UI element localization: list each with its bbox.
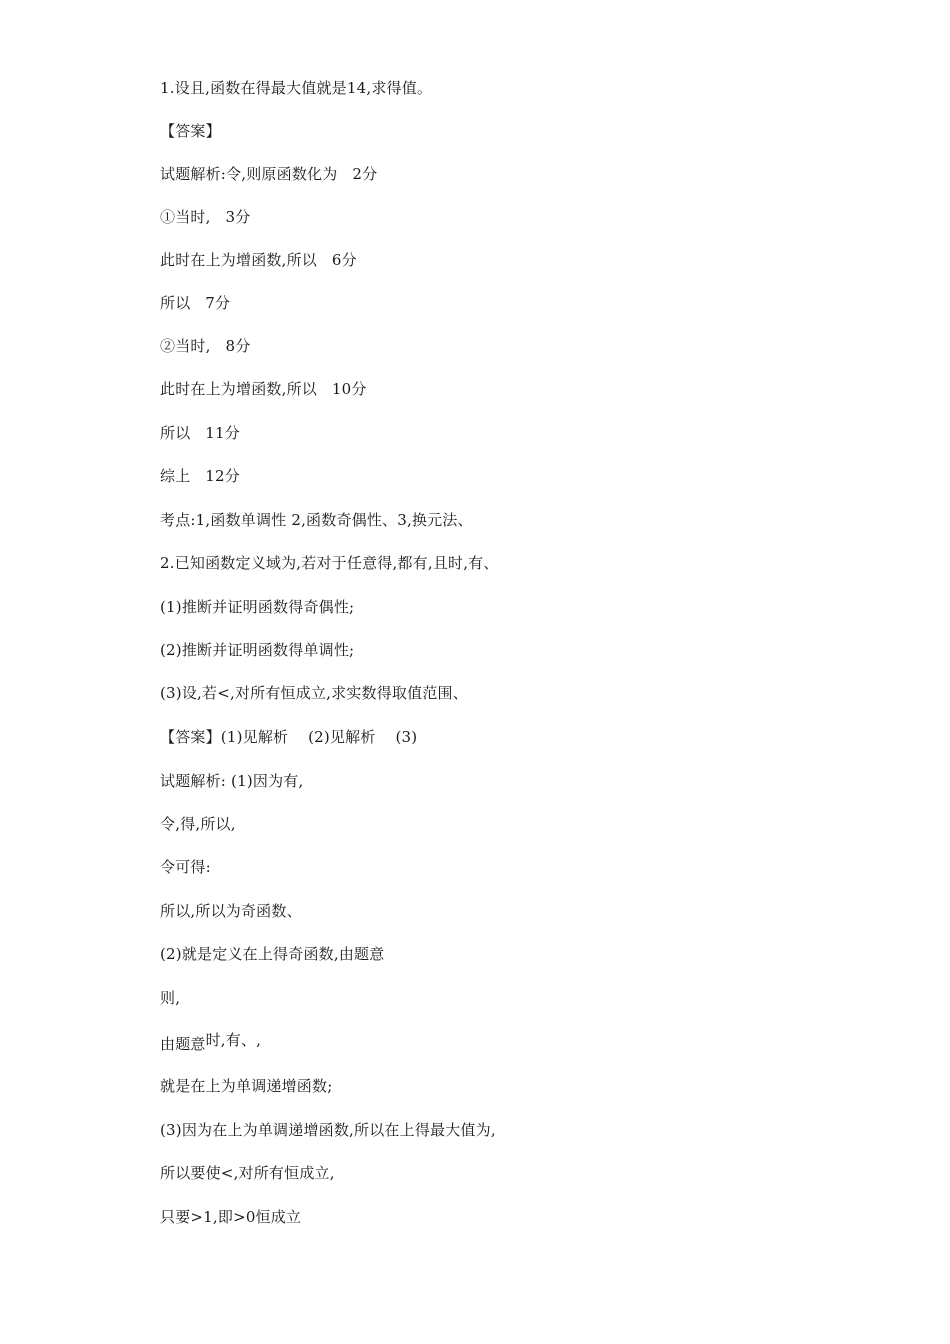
question-2-part-2: (2)推断并证明函数得单调性; [160,641,355,659]
question-2-part-3: (3)设,若<,对所有恒成立,求实数得取值范围、 [160,684,468,702]
solution2-line-6: 则, [160,989,181,1007]
solution2-line-3: 令可得: [160,858,211,876]
answer-heading-1: 【答案】 [160,122,221,140]
solution2-line-5: (2)就是定义在上得奇函数,由题意 [160,945,385,963]
solution2-line-7 [160,1031,262,1054]
solution2-line-1: 试题解析: (1)因为有, [160,772,304,790]
answer-heading-2: 【答案】(1)见解析 (2)见解析 (3) [160,728,418,746]
solution2-line-8: 就是在上为单调递增函数; [160,1077,333,1095]
question-2-part-1: (1)推断并证明函数得奇偶性; [160,598,355,616]
solution-line-8: 综上 12分 [160,467,240,485]
solution2-line-4: 所以,所以为奇函数、 [160,902,302,920]
solution-line-6: 此时在上为增函数,所以 10分 [160,380,367,398]
solution2-line-7-main: 由题意 [160,1035,206,1053]
solution2-line-7-raised: 时,有、, [205,1031,262,1049]
solution-line-3: 此时在上为增函数,所以 6分 [160,251,357,269]
solution-line-1: 试题解析:令,则原函数化为 2分 [160,165,378,183]
question-2-text: 2.已知函数定义域为,若对于任意得,都有,且时,有、 [160,554,499,572]
solution2-line-10: 所以要使<,对所有恒成立, [160,1164,335,1182]
solution-line-7: 所以 11分 [160,424,240,442]
solution-line-2: ①当时, 3分 [160,208,251,226]
question-1-text: 1.设且,函数在得最大值就是14,求得值。 [160,79,433,97]
solution2-line-2: 令,得,所以, [160,815,236,833]
solution2-line-9: (3)因为在上为单调递增函数,所以在上得最大值为, [160,1121,496,1139]
solution2-line-11: 只要>1,即>0恒成立 [160,1208,302,1226]
key-points-line: 考点:1,函数单调性 2,函数奇偶性、3,换元法、 [160,511,473,529]
solution-line-4: 所以 7分 [160,294,231,312]
solution-line-5: ②当时, 8分 [160,337,251,355]
